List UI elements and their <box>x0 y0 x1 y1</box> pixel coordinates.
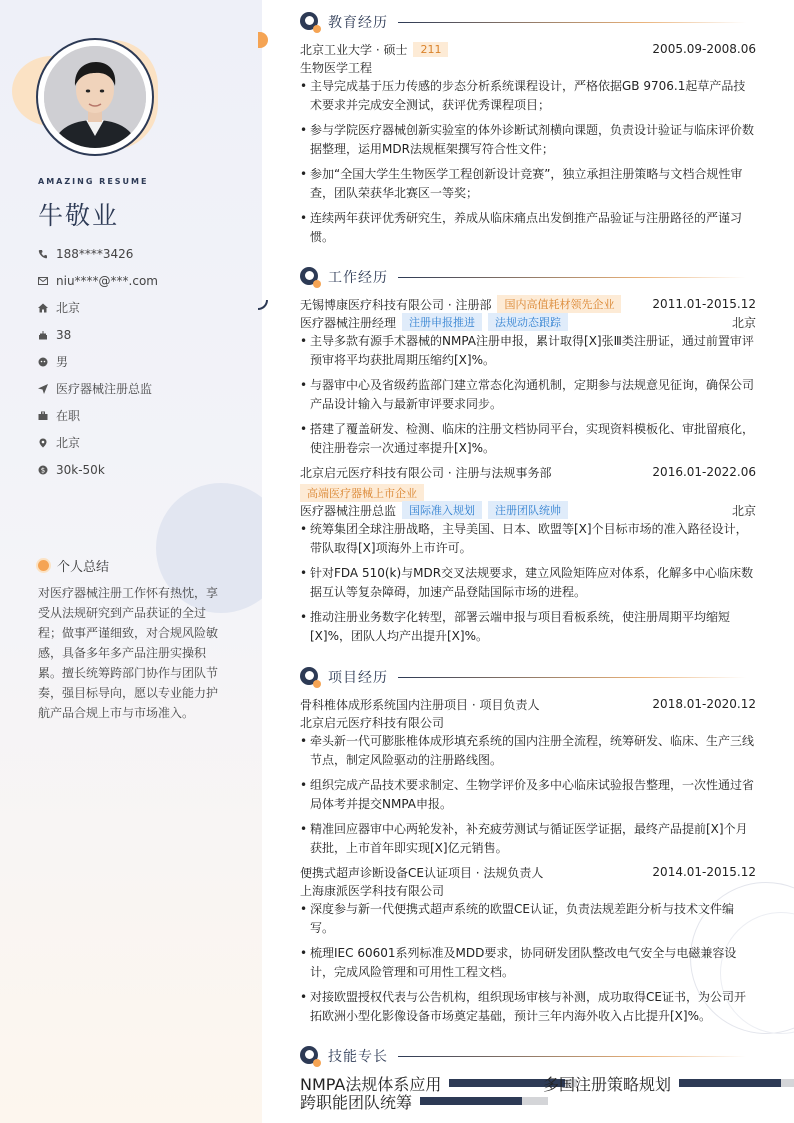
role-tag: 国际准入规划 <box>402 501 482 519</box>
avatar <box>44 46 146 148</box>
project-bullets <box>300 732 756 864</box>
list-item: • 组织完成产品技术要求制定、生物学评价及多中心临床试验报告整理，一次性通过省局体考并提交NMPA申报。 <box>300 776 756 814</box>
info-phone <box>38 240 158 267</box>
list-item: • 梳理IEC 60601系列标准及MDD要求，协同研发团队整改电气安全与电磁兼容设计，完成风险管理和可用性工程文档。 <box>300 944 756 982</box>
section-divider <box>398 22 746 23</box>
role-tag: 注册团队统帅 <box>488 501 568 519</box>
list-item: • 主导多款有源手术器械的NMPA注册申报，累计取得[X]张Ⅲ类注册证，通过前置审评预审将平均获批周期压缩约[X]%。 <box>300 332 756 370</box>
phone-icon <box>38 249 48 259</box>
school-name: 北京工业大学 · 硕士 <box>300 42 408 57</box>
age-text: 38 <box>56 327 72 342</box>
company-tag: 国内高值耗材领先企业 <box>497 295 621 313</box>
list-item: • 推动注册业务数字化转型，部署云端申报与项目看板系统，使注册周期平均缩短[X]%，团队人均产出提升[X]%。 <box>300 608 756 646</box>
info-gender <box>38 348 158 375</box>
education-date: 2005.09-2008.06 <box>652 42 756 56</box>
project-company: 上海康派医学科技有限公司 <box>300 883 445 898</box>
email-text: niu****@***.com <box>56 273 158 288</box>
job-role-row <box>300 313 756 331</box>
location-text: 北京 <box>56 436 81 450</box>
project-bullets <box>300 900 756 1032</box>
section-icon <box>300 667 320 687</box>
position-text: 医疗器械注册总监 <box>56 382 153 396</box>
decorative-notch <box>258 300 268 310</box>
sidebar <box>0 0 262 1123</box>
company-name: 北京启元医疗科技有限公司 · 注册与法规事务部 <box>300 465 552 480</box>
major: 生物医学工程 <box>300 60 373 75</box>
job-role: 医疗器械注册总监 <box>300 503 397 518</box>
list-item: • 统筹集团全球注册战略，主导美国、日本、欧盟等[X]个目标市场的准入路径设计，带队取得[X]项海外上市许可。 <box>300 520 756 558</box>
education-row <box>300 40 756 58</box>
skill-bar <box>420 1097 548 1105</box>
info-location <box>38 429 158 456</box>
job-company-tag-row <box>300 484 756 502</box>
project-company-row <box>300 881 756 899</box>
home-icon <box>38 303 48 313</box>
school-tag: 211 <box>413 42 448 57</box>
project-name: 便携式超声诊断设备CE认证项目 · 法规负责人 <box>300 865 544 880</box>
list-item: • 连续两年获评优秀研究生，养成从临床痛点出发倒推产品验证与注册路径的严谨习惯。 <box>300 209 756 247</box>
summary-title: 个人总结 <box>57 560 110 575</box>
briefcase-icon <box>38 411 48 421</box>
company-name: 无锡博康医疗科技有限公司 · 注册部 <box>300 297 492 312</box>
candidate-name: 牛敬业 <box>38 201 120 230</box>
project-name: 骨科椎体成形系统国内注册项目 · 项目负责人 <box>300 697 540 712</box>
section-icon <box>300 12 320 32</box>
skill-name: 跨职能团队统筹 <box>300 1092 413 1112</box>
info-home <box>38 294 158 321</box>
skill-name: 多国注册策略规划 <box>543 1074 672 1094</box>
list-item: • 精准回应器审中心两轮发补，补充疲劳测试与循证医学证据，最终产品提前[X]个月获批，上市首年即实现[X]亿元销售。 <box>300 820 756 858</box>
skill-bar-fill <box>420 1097 522 1105</box>
info-target-position <box>38 375 158 402</box>
gender-text: 男 <box>56 355 69 369</box>
skill-bar-fill <box>679 1079 781 1087</box>
job-date: 2016.01-2022.06 <box>652 465 756 479</box>
list-item: • 针对FDA 510(k)与MDR交叉法规要求，建立风险矩阵应对体系，化解多中心临床数据互认等复杂障碍，加速产品登陆国际市场的进程。 <box>300 564 756 602</box>
dot-icon <box>38 560 49 571</box>
education-bullets <box>300 77 756 253</box>
section-title: 工作经历 <box>328 270 388 286</box>
skill-item <box>300 1092 548 1110</box>
svg-text:$: $ <box>40 466 46 475</box>
project-company-row <box>300 713 756 731</box>
section-skills-header <box>300 1045 746 1067</box>
role-tag: 注册申报推进 <box>402 313 482 331</box>
cake-icon <box>38 330 48 340</box>
salary-icon <box>38 465 48 475</box>
list-item: • 牵头新一代可膨胀椎体成形填充系统的国内注册全流程，统筹研发、临床、生产三线节点，制定风险驱动的注册路线图。 <box>300 732 756 770</box>
location-icon <box>38 438 48 448</box>
list-item: • 参加“全国大学生生物医学工程创新设计竞赛”，独立承担注册策略与文档合规性审查，团队荣获华北赛区一等奖； <box>300 165 756 203</box>
list-item: • 对接欧盟授权代表与公告机构，组织现场审核与补测，成功取得CE证书，为公司开拓欧洲小型化影像设备市场奠定基础，预计三年内海外收入占比提升[X]%。 <box>300 988 756 1026</box>
tagline: AMAZING RESUME <box>38 177 149 186</box>
section-title: 项目经历 <box>328 670 388 686</box>
summary-heading <box>38 556 109 575</box>
contact-info-list <box>38 240 158 483</box>
project-company: 北京启元医疗科技有限公司 <box>300 715 445 730</box>
section-work-header <box>300 266 746 288</box>
skill-item <box>543 1074 794 1092</box>
job-role-row <box>300 501 756 519</box>
company-tag: 高端医疗器械上市企业 <box>300 484 424 502</box>
job-bullets <box>300 332 756 464</box>
hometown-text: 北京 <box>56 301 81 315</box>
project-date: 2018.01-2020.12 <box>652 697 756 711</box>
section-education-header <box>300 11 746 33</box>
gender-icon <box>38 357 48 367</box>
job-date: 2011.01-2015.12 <box>652 297 756 311</box>
major-row <box>300 58 756 76</box>
project-row <box>300 695 756 713</box>
salary-text: 30k-50k <box>56 462 105 477</box>
info-age <box>38 321 158 348</box>
project-date: 2014.01-2015.12 <box>652 865 756 879</box>
phone-text: 188****3426 <box>56 246 134 261</box>
role-tag: 法规动态跟踪 <box>488 313 568 331</box>
list-item: • 参与学院医疗器械创新实验室的体外诊断试剂横向课题，负责设计验证与临床评价数据整理，运用MDR法规框架撰写符合性文件； <box>300 121 756 159</box>
summary-text: 对医疗器械注册工作怀有热忱，享受从法规研究到产品获证的全过程；做事严谨细致，对合规风险敏感，具备多年多产品注册实操积累。擅长统筹跨部门协作与团队节奏，强目标导向，愿以专业能力护航产品合规上市与市场准入。 <box>38 586 219 720</box>
job-city: 北京 <box>731 315 756 330</box>
section-divider <box>398 1056 746 1057</box>
list-item: • 与器审中心及省级药监部门建立常态化沟通机制，定期参与法规意见征询，确保公司产品设计输入与最新审评要求同步。 <box>300 376 756 414</box>
status-text: 在职 <box>56 409 81 423</box>
section-divider <box>398 677 746 678</box>
job-company-row <box>300 295 756 313</box>
skill-bar <box>679 1079 794 1087</box>
section-icon <box>300 267 320 287</box>
info-status <box>38 402 158 429</box>
job-bullets <box>300 520 756 652</box>
job-role: 医疗器械注册经理 <box>300 315 397 330</box>
list-item: • 主导完成基于压力传感的步态分析系统课程设计，严格依据GB 9706.1起草产品技术要求并完成安全测试，获评优秀课程项目； <box>300 77 756 115</box>
list-item: • 搭建了覆盖研发、检测、临床的注册文档协同平台，实现资料模板化、审批留痕化，使注册卷宗一次通过率提升[X]%。 <box>300 420 756 458</box>
list-item: • 深度参与新一代便携式超声系统的欧盟CE认证，负责法规差距分析与技术文件编写。 <box>300 900 756 938</box>
skill-name: NMPA法规体系应用 <box>300 1074 442 1094</box>
job-city: 北京 <box>731 503 756 518</box>
section-icon <box>300 1046 320 1066</box>
job-company-row <box>300 463 756 481</box>
mail-icon <box>38 276 48 286</box>
project-row <box>300 863 756 881</box>
section-title: 教育经历 <box>328 15 388 31</box>
info-salary <box>38 456 158 483</box>
section-title: 技能专长 <box>328 1049 388 1065</box>
section-projects-header <box>300 666 746 688</box>
send-icon <box>38 384 48 394</box>
decorative-notch <box>258 32 268 48</box>
info-email <box>38 267 158 294</box>
section-divider <box>398 277 746 278</box>
